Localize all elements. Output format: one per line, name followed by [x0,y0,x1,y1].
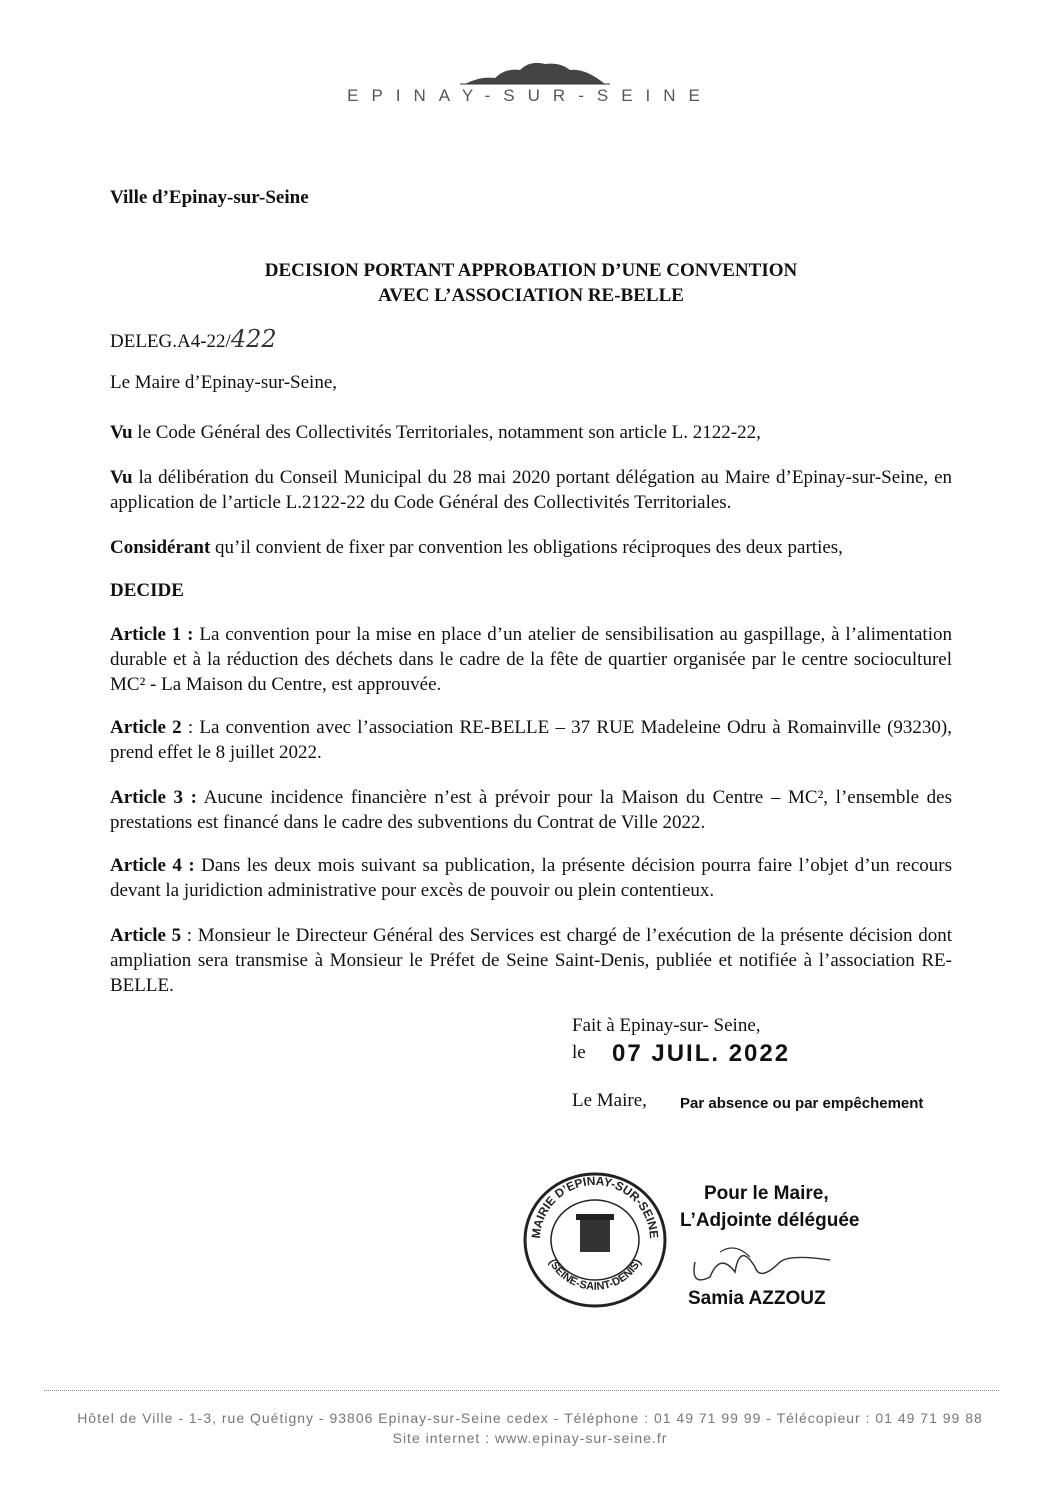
logo-text: EPINAY-SUR-SEINE [347,86,713,105]
absence-stamp: Par absence ou par empêchement [680,1095,924,1112]
article-label: Article 1 : [110,624,194,645]
considerant-label: Considérant [110,537,211,558]
seal-top-text: MAIRIE D’EPINAY-SUR-SEINE [528,1173,662,1240]
decide-heading: DECIDE [110,580,184,601]
article-5 [110,923,952,998]
article-label: Article 5 [110,925,182,946]
reference-prefix: DELEG.A4-22/ [110,331,231,352]
vu-label: Vu [110,422,133,443]
reference-handwritten-number: 422 [230,325,277,353]
article-4 [110,853,952,903]
document-title-line1: DECISION PORTANT APPROBATION D’UNE CONVENTION [264,260,798,281]
for-mayor: Pour le Maire, [704,1183,829,1204]
article-text: Aucune incidence financière n’est à prévoir pour la Maison du Centre – MC², l’ensemble des prestations est financé dans le cadre des subventions du Contrat de Ville 2022. [110,787,952,833]
vu-paragraph-2 [110,465,952,515]
handwritten-signature-icon [680,1232,840,1292]
official-seal-icon [520,1170,670,1310]
article-text: Dans les deux mois suivant sa publication, la présente décision pourra faire l’objet d’un recours devant la juridiction administrative pour excès de pouvoir ou plein contentieux. [110,855,952,901]
city-logo [340,58,720,110]
reference-number [110,325,277,353]
footer-address: Hôtel de Ville - 1-3, rue Quétigny - 93806 Epinay-sur-Seine cedex - Téléphone : 01 49 71 99 99 - Télécopieur : 01 49 71 99 88 [77,1410,983,1426]
article-label: Article 3 : [110,787,198,808]
mayor-line: Le Maire d’Epinay-sur-Seine, [110,372,338,393]
article-label: Article 4 : [110,855,195,876]
signature-place: Fait à Epinay-sur- Seine, [572,1015,761,1036]
footer-website: Site internet : www.epinay-sur-seine.fr [392,1430,668,1446]
date-stamp: 07 JUIL. 2022 [612,1040,791,1067]
vu-paragraph-1 [110,420,952,445]
skyline-icon [460,58,610,86]
vu-label: Vu [110,467,133,488]
article-2 [110,715,952,765]
article-text: La convention pour la mise en place d’un atelier de sensibilisation au gaspillage, à l’alimentation durable et à la réduction des déchets dans le cadre de la fête de quartier organisée par le centre socioculturel MC² - La Maison du Centre, est approuvée. [110,624,952,695]
signatory-name: Samia AZZOUZ [688,1288,826,1309]
footer-divider [44,1390,999,1391]
considerant-paragraph [110,535,952,560]
organization-name: Ville d’Epinay-sur-Seine [110,187,309,208]
document-title-line2: AVEC L’ASSOCIATION RE-BELLE [378,285,684,306]
seal-bottom-text: (SEINE-SAINT-DENIS) [546,1257,644,1293]
deputy-title: L’Adjointe déléguée [680,1210,860,1231]
signature-mayor: Le Maire, [572,1090,647,1111]
vu-text: le Code Général des Collectivités Territoriales, notamment son article L. 2122-22, [132,422,761,443]
vu-text: la délibération du Conseil Municipal du 28 mai 2020 portant délégation au Maire d’Epinay-sur-Seine, en application de l’article L.2122-22 du Code Général des Collectivités Territoriales. [110,467,952,513]
article-text: : La convention avec l’association RE-BELLE – 37 RUE Madeleine Odru à Romainville (93230), prend effet le 8 juillet 2022. [110,717,953,763]
article-1 [110,622,952,697]
considerant-text: qu’il convient de fixer par convention les obligations réciproques des deux parties, [210,537,843,558]
article-3 [110,785,952,835]
article-text: : Monsieur le Directeur Général des Services est chargé de l’exécution de la présente décision dont ampliation sera transmise à Monsieur le Préfet de Seine Saint-Denis, publiée et notifiée à l’association RE-BELLE. [110,925,952,996]
signature-date-prefix: le [572,1042,586,1063]
article-label: Article 2 [110,717,182,738]
